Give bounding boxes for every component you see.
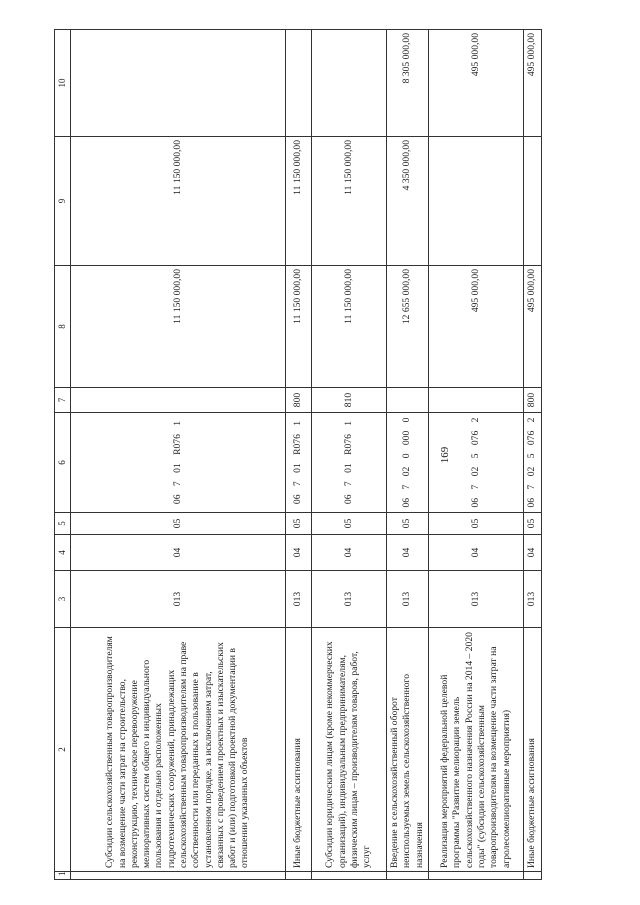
table-row — [429, 30, 524, 880]
header-cell: 7 — [55, 388, 71, 413]
cell-amount-total: 11 150 000,00 — [286, 266, 312, 388]
cell-amount-federal — [286, 30, 312, 137]
header-cell: 1 — [55, 872, 71, 880]
header-cell: 5 — [55, 513, 71, 535]
row-cell-blank — [286, 872, 312, 880]
cell-subsection: 05 — [286, 513, 312, 535]
rotated-table-wrapper — [54, 30, 538, 880]
cell-ministry-code: 013 — [429, 571, 524, 628]
cell-amount-federal — [71, 30, 286, 137]
row-description: Иные бюджетные ассигнования — [524, 628, 542, 872]
cell-target-article: 06 7 02 5 076 2 — [429, 413, 524, 513]
cell-subsection: 05 — [429, 513, 524, 535]
cell-amount-total: 12 655 000,00 — [387, 266, 429, 388]
cell-amount-federal — [312, 30, 387, 137]
header-cell: 3 — [55, 571, 71, 628]
cell-amount-regional: 11 150 000,00 — [312, 137, 387, 266]
row-description: Реализация мероприятий федеральной целевой программы "Развитие мелиорации земель сельскохозяйственного назначения России на 2014 – 2020 годы" (субсидии сельскохозяйственным товаропроизводителям на возмещение части затрат на агролесомелиоративные мероприятия) — [429, 628, 524, 872]
row-description: Субсидии сельскохозяйственным товаропроизводителям на возмещение части затрат на строительство, реконструкцию, техническое перевооружение мелиоративных систем общего и индивидуального пользования и отдельно расположенных гидротехнических сооружений, принадлежащих сельскохозяйственным товаропроизводителям на праве собственности или переданных в пользование в установленном порядке, за исключением затрат, связанных с проведением проектных и изыскательских работ и (или) подготовкой проектной документации в отношении указанных объектов — [71, 628, 286, 872]
cell-amount-total: 495 000,00 — [429, 266, 524, 388]
header-cell: 6 — [55, 413, 71, 513]
cell-ministry-code: 013 — [286, 571, 312, 628]
row-description: Введение в сельскохозяйственный оборот неиспользуемых земель сельскохозяйственного назначения — [387, 628, 429, 872]
table-row — [71, 30, 286, 880]
table-row — [387, 30, 429, 880]
cell-amount-federal: 495 000,00 — [429, 30, 524, 137]
cell-amount-federal: 8 305 000,00 — [387, 30, 429, 137]
row-cell-blank — [524, 872, 542, 880]
cell-subsection: 05 — [312, 513, 387, 535]
cell-section: 04 — [312, 535, 387, 571]
row-description: Субсидии юридическим лицам (кроме некоммерческих организаций), индивидуальным предпринимателям, физическим лицам – производителям товаров, работ, услуг — [312, 628, 387, 872]
cell-ministry-code: 013 — [524, 571, 542, 628]
cell-amount-regional — [429, 137, 524, 266]
page-number: 169 — [439, 446, 451, 464]
cell-ministry-code: 013 — [312, 571, 387, 628]
header-cell: 2 — [55, 628, 71, 872]
cell-amount-total: 11 150 000,00 — [312, 266, 387, 388]
cell-expense-type: 800 — [524, 388, 542, 413]
cell-amount-regional: 11 150 000,00 — [286, 137, 312, 266]
cell-subsection: 05 — [387, 513, 429, 535]
header-cell: 9 — [55, 137, 71, 266]
cell-section: 04 — [524, 535, 542, 571]
row-cell-blank — [429, 872, 524, 880]
header-row — [55, 30, 71, 880]
row-description: Иные бюджетные ассигнования — [286, 628, 312, 872]
table-row — [312, 30, 387, 880]
cell-amount-regional: 4 350 000,00 — [387, 137, 429, 266]
cell-section: 04 — [71, 535, 286, 571]
cell-target-article: 06 7 01 R076 1 — [312, 413, 387, 513]
cell-section: 04 — [429, 535, 524, 571]
cell-expense-type: 800 — [286, 388, 312, 413]
cell-amount-regional — [524, 137, 542, 266]
cell-target-article: 06 7 02 5 076 2 — [524, 413, 542, 513]
table-row — [286, 30, 312, 880]
header-cell: 8 — [55, 266, 71, 388]
row-cell-blank — [312, 872, 387, 880]
cell-expense-type — [429, 388, 524, 413]
cell-amount-regional: 11 150 000,00 — [71, 137, 286, 266]
cell-amount-federal: 495 000,00 — [524, 30, 542, 137]
cell-target-article: 06 7 01 R076 1 — [286, 413, 312, 513]
row-cell-blank — [387, 872, 429, 880]
cell-amount-total: 495 000,00 — [524, 266, 542, 388]
cell-target-article: 06 7 01 R076 1 — [71, 413, 286, 513]
row-cell-blank — [71, 872, 286, 880]
cell-expense-type: 810 — [312, 388, 387, 413]
cell-section: 04 — [286, 535, 312, 571]
cell-subsection: 05 — [71, 513, 286, 535]
cell-subsection: 05 — [524, 513, 542, 535]
cell-ministry-code: 013 — [387, 571, 429, 628]
cell-expense-type — [387, 388, 429, 413]
cell-target-article: 06 7 02 0 000 0 — [387, 413, 429, 513]
table-row — [524, 30, 542, 880]
header-cell: 10 — [55, 30, 71, 137]
cell-section: 04 — [387, 535, 429, 571]
cell-amount-total: 11 150 000,00 — [71, 266, 286, 388]
header-cell: 4 — [55, 535, 71, 571]
cell-expense-type — [71, 388, 286, 413]
budget-table — [54, 29, 542, 880]
cell-ministry-code: 013 — [71, 571, 286, 628]
